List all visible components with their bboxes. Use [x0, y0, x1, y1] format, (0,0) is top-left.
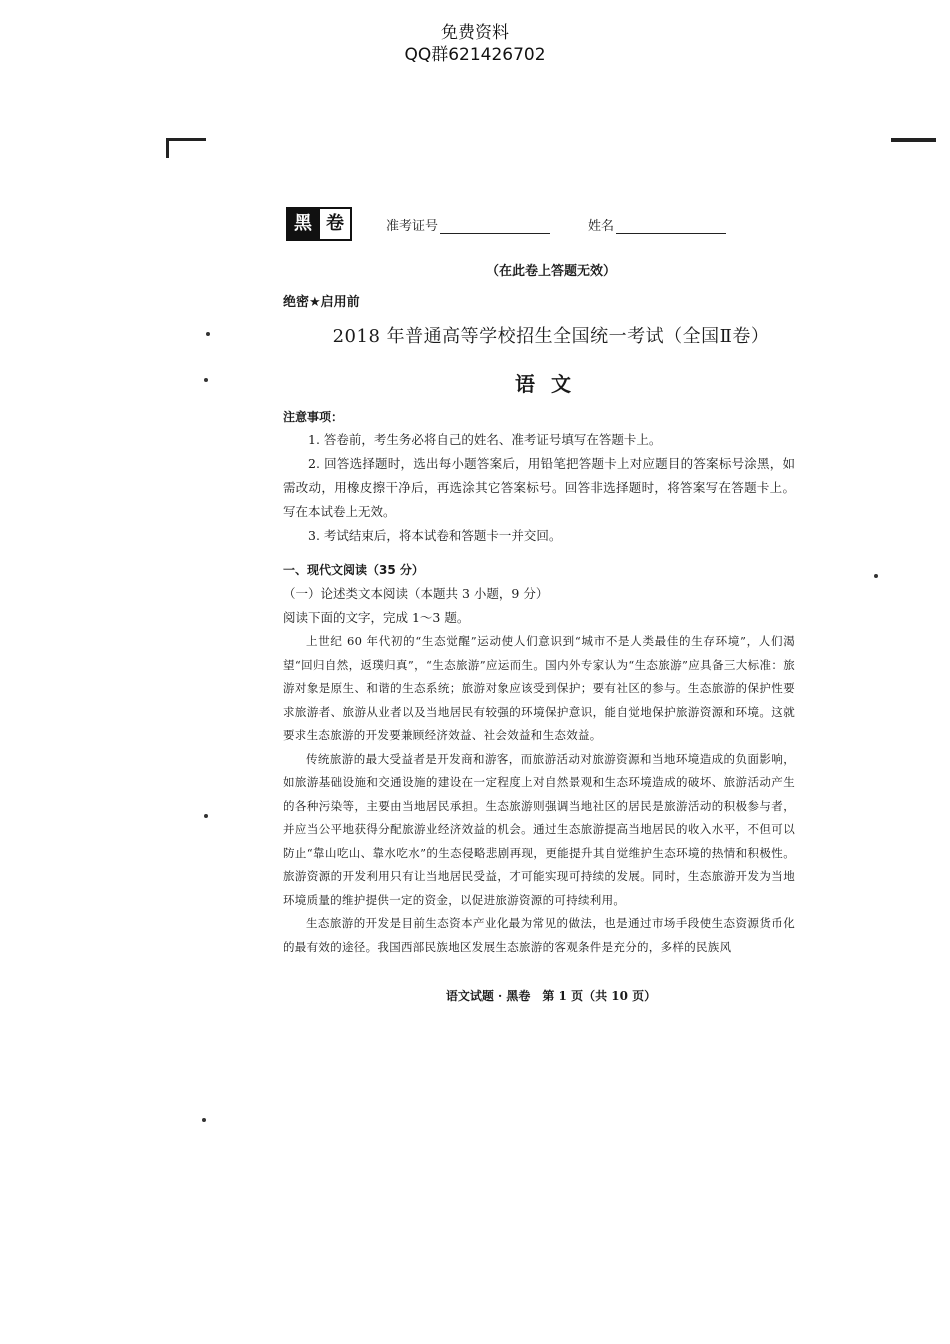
scan-speck	[874, 574, 878, 578]
exam-header	[286, 206, 846, 242]
note-item: 1. 答卷前，考生务必将自己的姓名、准考证号填写在答题卡上。	[308, 432, 662, 447]
passage-paragraph: 上世纪 60 年代初的“生态觉醒”运动使人们意识到“城市不是人类最佳的生存环境”，人们渴望“回归自然，返璞归真”，“生态旅游”应运而生。国内外专家认为“生态旅游”应具备三大标准：旅游对象是原生、和谐的生态系统；旅游对象应该受到保护；要有社区的参与。生态旅游的保护性要求旅游者、旅游从业者以及当地居民有较强的环境保护意识，能自觉地保护旅游资源和环境。这就要求生态旅游的开发要兼顾经济效益、社会效益和生态效益。	[283, 634, 795, 742]
subject-title: 语文	[515, 372, 587, 396]
passage-paragraph: 传统旅游的最大受益者是开发商和游客，而旅游活动对旅游资源和当地环境造成的负面影响，如旅游基础设施和交通设施的建设在一定程度上对自然景观和生态环境造成的破坏、旅游活动产生的各种污染等，主要由当地居民承担。生态旅游则强调当地社区的居民是旅游活动的积极参与者，并应当公平地获得分配旅游业经济效益的机会。通过生态旅游提高当地居民的收入水平，不但可以防止“靠山吃山、靠水吃水”的生态侵略悲剧再现，更能提升其自觉维护生态环境的热情和积极性。旅游资源的开发利用只有让当地居民受益，才可能实现可持续的发展。同时，生态旅游开发为当地环境质量的维护提供一定的资金，以促进旅游资源的可持续利用。	[283, 751, 795, 907]
notes-list	[283, 428, 795, 548]
logo-right-char: 卷	[318, 209, 350, 239]
secret-label: 绝密★启用前	[283, 295, 360, 310]
section-instruction: 阅读下面的文字，完成 1～3 题。	[283, 610, 470, 625]
name-blank	[616, 219, 726, 234]
exam-id-blank	[440, 219, 550, 234]
section-title: 一、现代文阅读（35 分）	[283, 563, 424, 577]
name-label: 姓名	[588, 218, 615, 234]
section-header	[283, 558, 795, 630]
passage-paragraph: 生态旅游的开发是目前生态资本产业化最为常见的做法，也是通过市场手段使生态资源货币化的最有效的途径。我国西部民族地区发展生态旅游的客观条件是充分的，多样的民族风	[283, 916, 795, 954]
section-subtitle: （一）论述类文本阅读（本题共 3 小题，9 分）	[283, 586, 549, 601]
scan-corner-mark	[166, 138, 206, 141]
scan-speck	[202, 1118, 206, 1122]
watermark-line-2: QQ群621426702	[404, 45, 546, 65]
scan-speck	[204, 814, 208, 818]
watermark	[0, 22, 950, 66]
exam-page	[166, 134, 936, 1034]
black-paper-logo	[286, 207, 352, 241]
reading-passage	[283, 630, 795, 959]
page-footer: 语文试题 · 黑卷 第 1 页（共 10 页）	[445, 989, 657, 1003]
watermark-line-1: 免费资料	[441, 23, 509, 43]
exam-title: 2018 年普通高等学校招生全国统一考试（全国Ⅱ卷）	[332, 326, 770, 347]
scan-corner-mark	[166, 138, 169, 158]
exam-id-label: 准考证号	[386, 218, 439, 234]
note-item: 3. 考试结束后，将本试卷和答题卡一并交回。	[308, 528, 562, 543]
invalid-notice: （在此卷上答题无效）	[485, 264, 616, 279]
exam-id-field	[386, 215, 550, 234]
notes-title: 注意事项：	[283, 410, 344, 424]
name-field	[588, 215, 726, 234]
logo-left-char: 黑	[288, 209, 318, 239]
scan-corner-mark	[891, 138, 936, 142]
note-item: 2. 回答选择题时，选出每小题答案后，用铅笔把答题卡上对应题目的答案标号涂黑，如需改动，用橡皮擦干净后，再选涂其它答案标号。回答非选择题时，将答案写在答题卡上。写在本试卷上无效。	[283, 456, 795, 519]
